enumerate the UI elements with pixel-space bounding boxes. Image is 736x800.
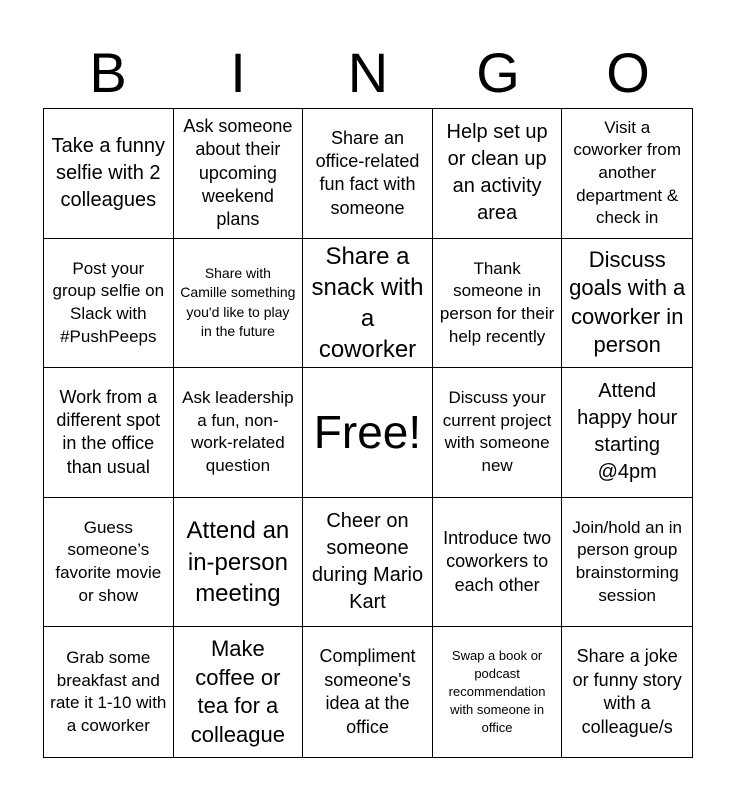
cell-text: Help set up or clean up an activity area	[446, 121, 548, 225]
cell-text: Ask someone about their upcoming weekend plans	[183, 115, 293, 230]
bingo-cell-r4c5[interactable]	[562, 498, 692, 628]
header-letter-o: O	[606, 41, 650, 104]
bingo-cell-r5c2[interactable]	[174, 627, 304, 757]
bingo-cell-r1c2[interactable]	[174, 109, 304, 239]
cell-text: Introduce two coworkers to each other	[443, 528, 552, 595]
cell-text: Make coffee or tea for a colleague	[190, 636, 285, 747]
bingo-cell-r3c2[interactable]	[174, 368, 304, 498]
bingo-cell-r2c2[interactable]	[174, 239, 304, 369]
cell-text: Discuss goals with a coworker in person	[569, 246, 686, 358]
cell-text: Ask leadership a fun, non-work-related question	[182, 388, 294, 476]
bingo-cell-r4c3[interactable]	[303, 498, 433, 628]
bingo-cell-r1c5[interactable]	[562, 109, 692, 239]
bingo-cell-r1c1[interactable]	[44, 109, 174, 239]
bingo-cell-free[interactable]	[303, 368, 433, 498]
cell-text: Share an office-related fun fact with someone	[315, 127, 420, 218]
cell-text: Share a joke or funny story with a colleague/s	[572, 646, 682, 737]
bingo-cell-r1c3[interactable]	[303, 109, 433, 239]
bingo-cell-r2c1[interactable]	[44, 239, 174, 369]
bingo-cell-r3c5[interactable]	[562, 368, 692, 498]
cell-text: Visit a coworker from another department & check in	[573, 117, 682, 228]
bingo-cell-r1c4[interactable]	[433, 109, 563, 239]
bingo-cell-r5c3[interactable]	[303, 627, 433, 757]
bingo-board	[43, 108, 693, 758]
header-letter-b: B	[89, 41, 127, 104]
bingo-header	[43, 38, 693, 108]
bingo-cell-r2c5[interactable]	[562, 239, 692, 369]
cell-text: Share a snack with a coworker	[311, 242, 424, 364]
cell-text: Grab some breakfast and rate it 1-10 with a coworker	[50, 647, 167, 735]
bingo-cell-r4c2[interactable]	[174, 498, 304, 628]
header-letter-n: N	[347, 41, 389, 104]
bingo-cell-r3c4[interactable]	[433, 368, 563, 498]
cell-text: Swap a book or podcast recommendation with someone in office	[448, 647, 546, 736]
cell-text: Guess someone’s favorite movie or show	[55, 517, 162, 605]
cell-text: Attend an in-person meeting	[186, 517, 290, 607]
bingo-cell-r5c1[interactable]	[44, 627, 174, 757]
cell-text: Share with Camille something you'd like to play in the future	[180, 264, 296, 340]
bingo-cell-r5c4[interactable]	[433, 627, 563, 757]
bingo-cell-r2c4[interactable]	[433, 239, 563, 369]
cell-text: Post your group selfie on Slack with #PushPeeps	[52, 258, 165, 346]
bingo-cell-r3c1[interactable]	[44, 368, 174, 498]
bingo-cell-r2c3[interactable]	[303, 239, 433, 369]
cell-text: Take a funny selfie with 2 colleagues	[51, 134, 165, 211]
bingo-cell-r4c1[interactable]	[44, 498, 174, 628]
cell-text: Compliment someone's idea at the office	[319, 646, 416, 737]
cell-text: Attend happy hour starting @4pm	[577, 380, 678, 484]
cell-text: Thank someone in person for their help recently	[439, 258, 555, 346]
cell-text: Discuss your current project with someone new	[442, 388, 552, 476]
cell-text: Free!	[313, 406, 422, 459]
cell-text: Join/hold an in person group brainstorming session	[572, 517, 683, 605]
header-letter-i: I	[230, 41, 246, 104]
cell-text: Cheer on someone during Mario Kart	[311, 510, 424, 614]
cell-text: Work from a different spot in the office than usual	[56, 386, 161, 477]
bingo-cell-r5c5[interactable]	[562, 627, 692, 757]
bingo-cell-r4c4[interactable]	[433, 498, 563, 628]
header-letter-g: G	[476, 41, 520, 104]
